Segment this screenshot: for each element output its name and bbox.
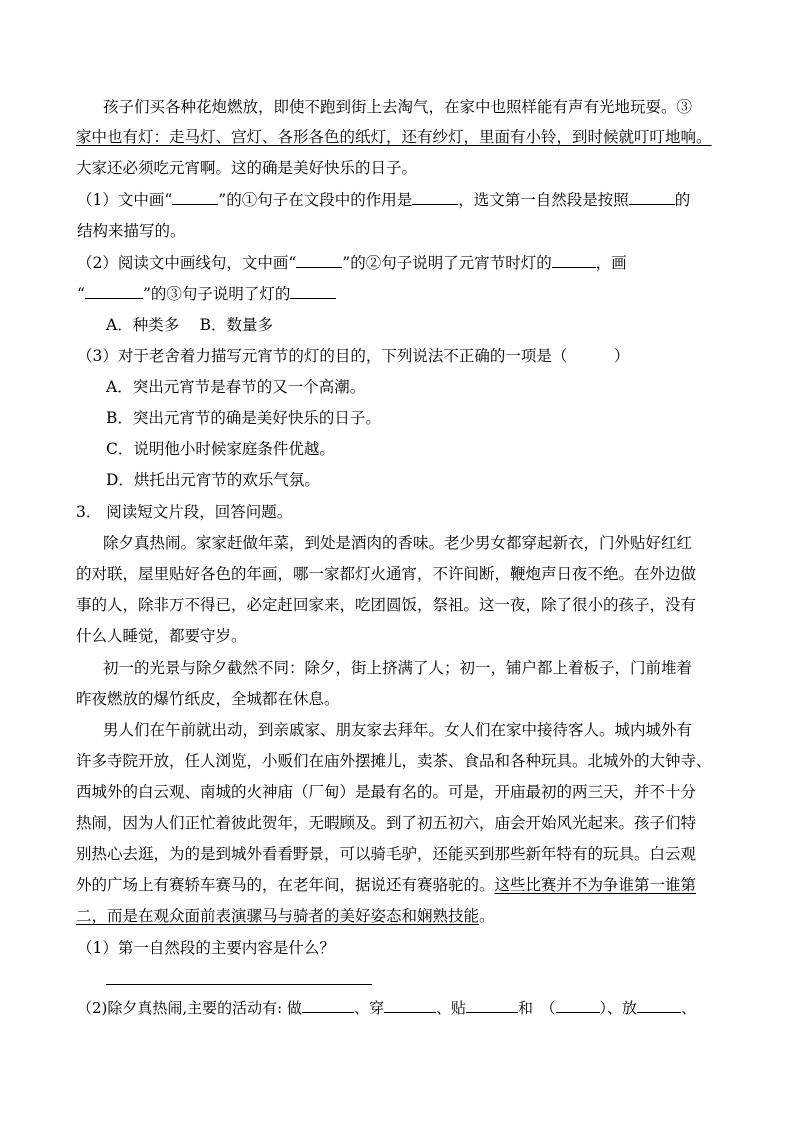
passage-line: 什么人睡觉，都要守岁。	[76, 627, 247, 645]
answer-line[interactable]	[106, 984, 372, 985]
question-1-line: （1）文中画“ ”的①句子在文段中的作用是 ，选文第一自然段是按照 的	[77, 191, 691, 209]
passage-line: 热闹，因为人们正忙着彼此贺年，无暇顾及。到了初五初六，庙会开始风光起来。孩子们特	[76, 814, 697, 832]
answer-blank[interactable]	[302, 998, 354, 1013]
answer-blank[interactable]	[466, 998, 518, 1013]
passage-line: 除夕真热闹。家家赶做年菜，到处是酒肉的香味。老少男女都穿起新衣，门外贴好红红	[103, 534, 693, 552]
option-c[interactable]: C．说明他小时候家庭条件优越。	[106, 440, 335, 458]
section-3-question-2: （2)除夕真热闹,主要的活动有: 做 、穿 、贴 和 （ ）、放 、	[77, 999, 697, 1017]
question-2-line: （2）阅读文中画线句，文中画“ ”的②句子说明了元宵节时灯的 ，画	[77, 254, 627, 272]
passage-line: 别热心去逛，为的是到城外看看野景，可以骑毛驴，还能买到那些新年特有的玩具。白云观	[76, 845, 697, 863]
option-a[interactable]: A．突出元宵节是春节的又一个高潮。	[106, 378, 366, 396]
answer-blank[interactable]	[629, 190, 675, 205]
answer-blank[interactable]	[172, 190, 218, 205]
passage-line: 西城外的白云观、南城的火神庙（厂甸）是最有名的。可是，开庙最初的两三天，并不十分	[76, 783, 697, 801]
underlined-sentence: 这些比赛并不为争谁第一谁第	[494, 876, 697, 894]
passage-line: 男人们在午前就出动，到亲戚家、朋友家去拜年。女人们在家中接待客人。城内城外有	[103, 721, 693, 739]
passage-line: 初一的光景与除夕截然不同：除夕，街上挤满了人；初一，铺户都上着板子，门前堆着	[103, 659, 693, 677]
answer-blank[interactable]	[552, 253, 596, 268]
section-3-heading: 3． 阅读短文片段，回答问题。	[76, 503, 293, 521]
passage-line: 大家还必须吃元宵啊。这的确是美好快乐的日子。	[76, 159, 418, 177]
passage-line: 外的广场上有赛轿车赛马的，在老年间，据说还有赛骆驼的。这些比赛并不为争谁第一谁第	[76, 876, 697, 894]
answer-blank[interactable]	[556, 998, 600, 1013]
answer-blank[interactable]	[290, 284, 336, 299]
answer-blank[interactable]	[384, 998, 436, 1013]
answer-blank[interactable]	[637, 998, 681, 1013]
answer-blank[interactable]	[412, 190, 458, 205]
underlined-sentence: 家中也有灯：走马灯、宫灯、各形各色的纸灯，还有纱灯，里面有小铃，到时候就叮叮地响。	[76, 128, 712, 146]
underlined-sentence: 二，而是在观众面前表演骡马与骑者的美好姿态和娴熟技能	[76, 907, 480, 925]
passage-line: 许多寺院开放，任人浏览，小贩们在庙外摆摊儿，卖茶、食品和各种玩具。北城外的大钟寺、	[76, 752, 712, 770]
question-2-options: A．种类多 B．数量多	[106, 316, 274, 334]
option-b[interactable]: B．突出元宵节的确是美好快乐的日子。	[106, 409, 381, 427]
passage-line: 孩子们买各种花炮燃放，即使不跑到街上去淘气，在家中也照样能有声有光地玩耍。③	[103, 98, 693, 116]
option-d[interactable]: D．烘托出元宵节的欢乐气氛。	[106, 471, 320, 489]
passage-line: 二，而是在观众面前表演骡马与骑者的美好姿态和娴熟技能。	[76, 907, 495, 925]
passage-line: 事的人，除非万不得已，必定赶回家来，吃团圆饭，祭祖。这一夜，除了很小的孩子，没有	[76, 596, 697, 614]
question-3-stem: （3）对于老舍着力描写元宵节的灯的目的，下列说法不正确的一项是（ ）	[77, 347, 630, 365]
section-3-question-1: （1）第一自然段的主要内容是什么？	[77, 939, 335, 957]
passage-line: 昨夜燃放的爆竹纸皮，全城都在休息。	[76, 690, 340, 708]
passage-line-underlined	[0, 127, 794, 147]
question-2-line: “ ”的③句子说明了灯的	[0, 284, 794, 304]
question-1-line: 结构来描写的。	[77, 222, 186, 240]
answer-blank[interactable]	[85, 284, 143, 299]
answer-blank[interactable]	[296, 253, 342, 268]
passage-line: 的对联，屋里贴好各色的年画，哪一家都灯火通宵，不许间断，鞭炮声日夜不绝。在外边做	[76, 565, 697, 583]
